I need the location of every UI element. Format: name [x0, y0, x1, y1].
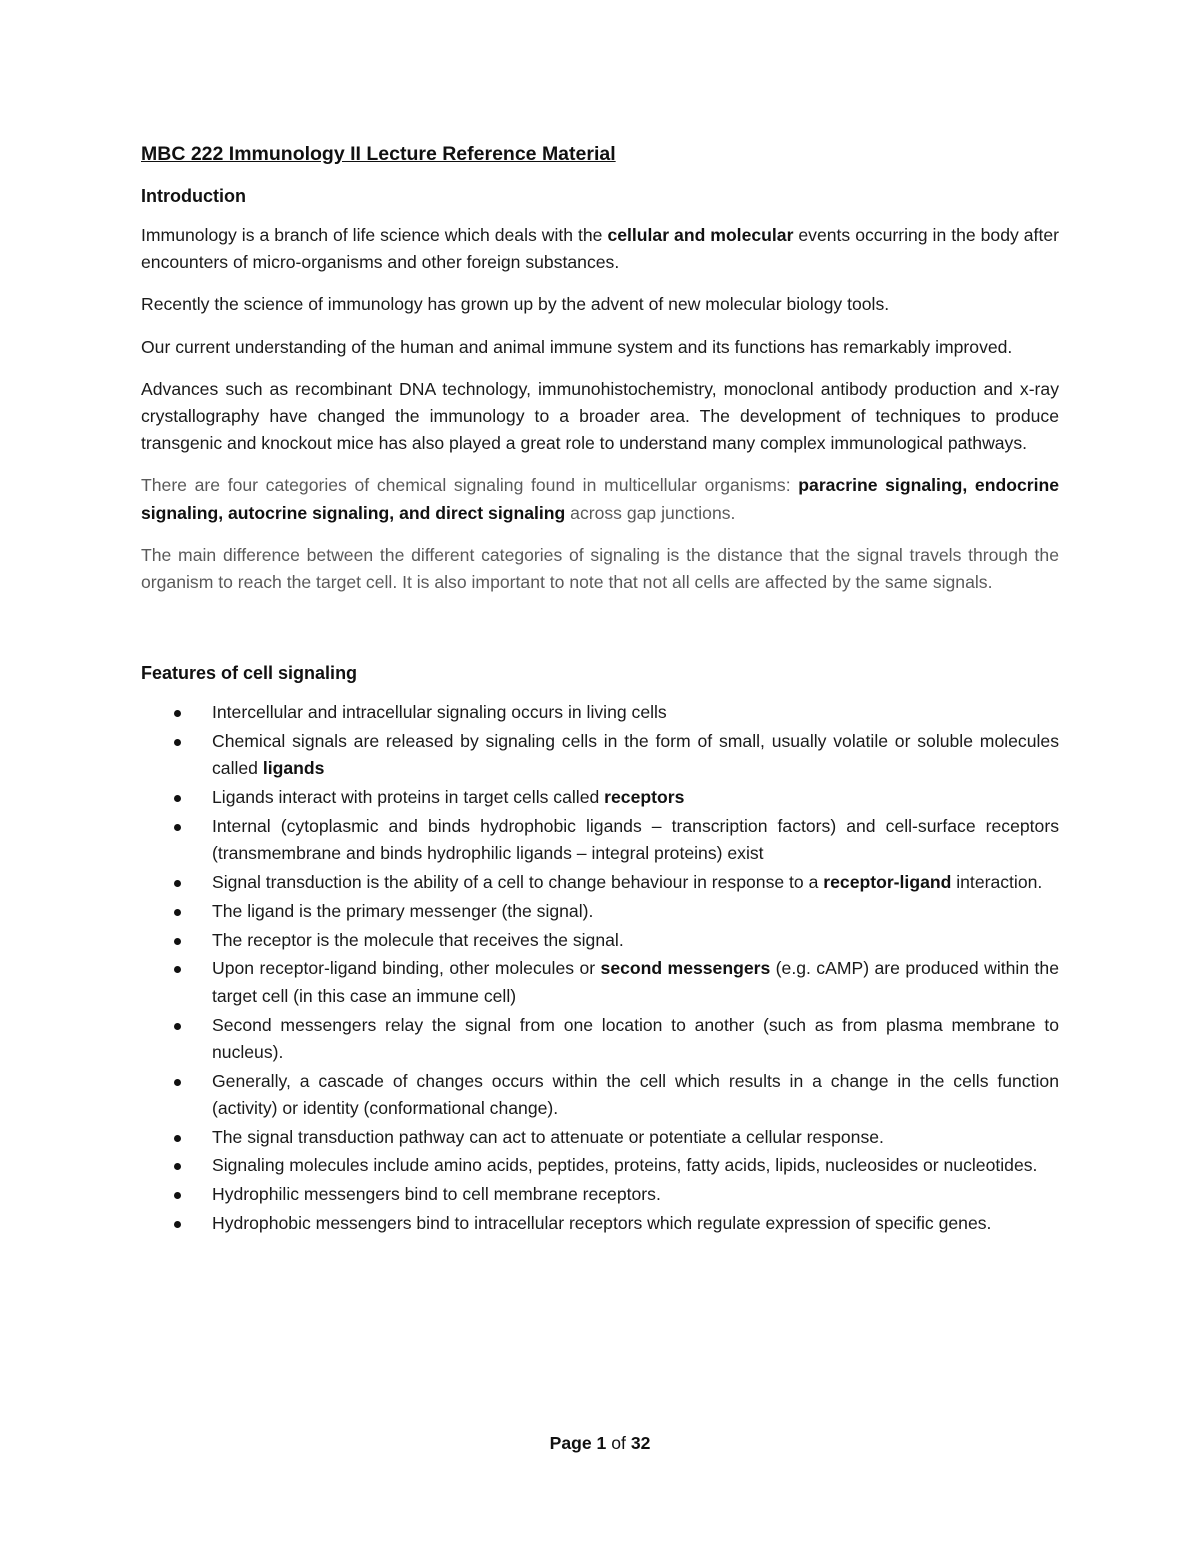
bullet-text — [212, 958, 1059, 1005]
bullet-text — [212, 1184, 661, 1204]
document-title: MBC 222 Immunology II Lecture Reference Material — [141, 143, 616, 165]
features-bullet-list — [141, 699, 1059, 1237]
text-run: Upon receptor-ligand binding, other molecules or — [212, 958, 601, 979]
bullet-icon — [174, 880, 181, 887]
text-run: Advances such as recombinant DNA technology, immunohistochemistry, monoclonal antibody production and x-ray crystallography have changed the immunology to a broader area. The development of techniques to produce transgenic and knockout mice has also played a great role to understand many complex immunological pathways. — [141, 378, 1059, 454]
text-run: Immunology is a branch of life science which deals with the — [141, 225, 608, 245]
text-run: The receptor is the molecule that receives the signal. — [212, 929, 624, 950]
bullet-icon — [174, 1023, 181, 1030]
text-run: Internal (cytoplasmic and binds hydrophobic ligands – transcription factors) and cell-surface receptors (transmembrane and binds hydrophilic ligands – integral proteins) exist — [212, 815, 1059, 864]
features-heading: Features of cell signaling — [141, 663, 358, 684]
bullet-text — [212, 1015, 1059, 1062]
list-item — [141, 1210, 1059, 1237]
list-item — [141, 1152, 1059, 1179]
text-run: The ligand is the primary messenger (the signal). — [212, 900, 594, 921]
bullet-text — [212, 901, 593, 921]
text-run: Signal transduction is the ability of a cell to change behaviour in response to a — [212, 872, 824, 893]
list-item — [141, 784, 1059, 811]
section-spacer — [141, 611, 1059, 659]
bold-text: cellular and molecular — [607, 225, 794, 245]
bullet-icon — [174, 739, 181, 746]
bullet-text — [212, 1155, 1037, 1175]
bullet-text — [212, 1213, 991, 1233]
bullet-icon — [174, 909, 181, 916]
list-item — [141, 1068, 1059, 1123]
text-run: Generally, a cascade of changes occurs within the cell which results in a change in the cells function (activity) or identity (conformational change). — [212, 1070, 1059, 1118]
bullet-icon — [174, 1163, 181, 1170]
text-run: Intercellular and intracellular signaling occurs in living cells — [212, 702, 667, 723]
intro-paragraph — [141, 222, 1059, 276]
bullet-text — [212, 702, 667, 722]
bullet-text — [212, 1127, 884, 1147]
bullet-icon — [174, 1135, 181, 1142]
intro-paragraph — [141, 376, 1059, 458]
bullet-text — [212, 872, 1042, 892]
text-run: across gap junctions. — [565, 502, 736, 523]
bullet-icon — [174, 966, 181, 973]
text-run: interaction. — [951, 872, 1043, 893]
bullet-text — [212, 1071, 1059, 1118]
bold-text: receptor-ligand — [823, 872, 952, 893]
text-run: The main difference between the different categories of signaling is the distance that the signal travels through the organism to reach the target cell. It is also important to note that not all cells are affected by the same signals. — [141, 544, 1059, 593]
footer-current-page: 1 — [596, 1433, 607, 1453]
footer-page-word: Page — [549, 1433, 592, 1453]
bullet-icon — [174, 1221, 181, 1228]
introduction-body — [141, 222, 1059, 596]
list-item — [141, 898, 1059, 925]
text-run: Hydrophobic messengers bind to intracellular receptors which regulate expression of specific genes. — [212, 1213, 992, 1234]
list-item — [141, 927, 1059, 954]
text-run: Chemical signals are released by signaling cells in the form of small, usually volatile or soluble molecules called — [212, 731, 1059, 779]
bold-text: second messengers — [600, 958, 771, 979]
list-item — [141, 1124, 1059, 1151]
text-run: The signal transduction pathway can act to attenuate or potentiate a cellular response. — [212, 1126, 884, 1147]
bullet-icon — [174, 1192, 181, 1199]
bold-text: receptors — [604, 787, 685, 808]
list-item — [141, 699, 1059, 726]
intro-paragraph — [141, 334, 1059, 361]
list-item — [141, 1012, 1059, 1067]
bullet-text — [212, 731, 1059, 778]
bullet-icon — [174, 795, 181, 802]
intro-paragraph — [141, 472, 1059, 526]
text-run: There are four categories of chemical signaling found in multicellular organisms: — [141, 475, 799, 496]
document-page — [141, 140, 1059, 1239]
text-run: Recently the science of immunology has grown up by the advent of new molecular biology tools. — [141, 294, 890, 315]
text-run: Second messengers relay the signal from one location to another (such as from plasma membrane to nucleus). — [212, 1014, 1059, 1062]
list-item — [141, 869, 1059, 896]
bullet-text — [212, 816, 1059, 863]
introduction-heading: Introduction — [141, 186, 246, 206]
bold-text: ligands — [262, 758, 325, 779]
bullet-text — [212, 787, 684, 807]
bullet-icon — [174, 938, 181, 945]
intro-paragraph — [141, 291, 1059, 318]
footer-total-pages: 32 — [630, 1433, 651, 1453]
text-run: (e.g. cAMP) are produced within the target cell (in this case an immune cell) — [212, 958, 1059, 1006]
text-run: Signaling molecules include amino acids, peptides, proteins, fatty acids, lipids, nucleosides or nucleotides. — [212, 1155, 1038, 1176]
bullet-icon — [174, 1079, 181, 1086]
list-item — [141, 1181, 1059, 1208]
list-item — [141, 955, 1059, 1010]
page-footer — [0, 1433, 1200, 1454]
footer-of-word: of — [611, 1433, 626, 1453]
bullet-icon — [174, 824, 181, 831]
intro-paragraph — [141, 542, 1059, 596]
text-run: Ligands interact with proteins in target cells called — [212, 787, 605, 808]
text-run: events occurring in the body after encounters of micro-organisms and other foreign substances. — [141, 225, 1059, 273]
bullet-text — [212, 930, 624, 950]
list-item — [141, 728, 1059, 783]
bold-text: paracrine signaling, endocrine signaling, autocrine signaling, and direct signaling — [141, 475, 1059, 523]
text-run: Hydrophilic messengers bind to cell membrane receptors. — [212, 1184, 661, 1205]
text-run: Our current understanding of the human and animal immune system and its functions has remarkably improved. — [141, 336, 1013, 357]
bullet-icon — [174, 710, 181, 717]
list-item — [141, 813, 1059, 868]
